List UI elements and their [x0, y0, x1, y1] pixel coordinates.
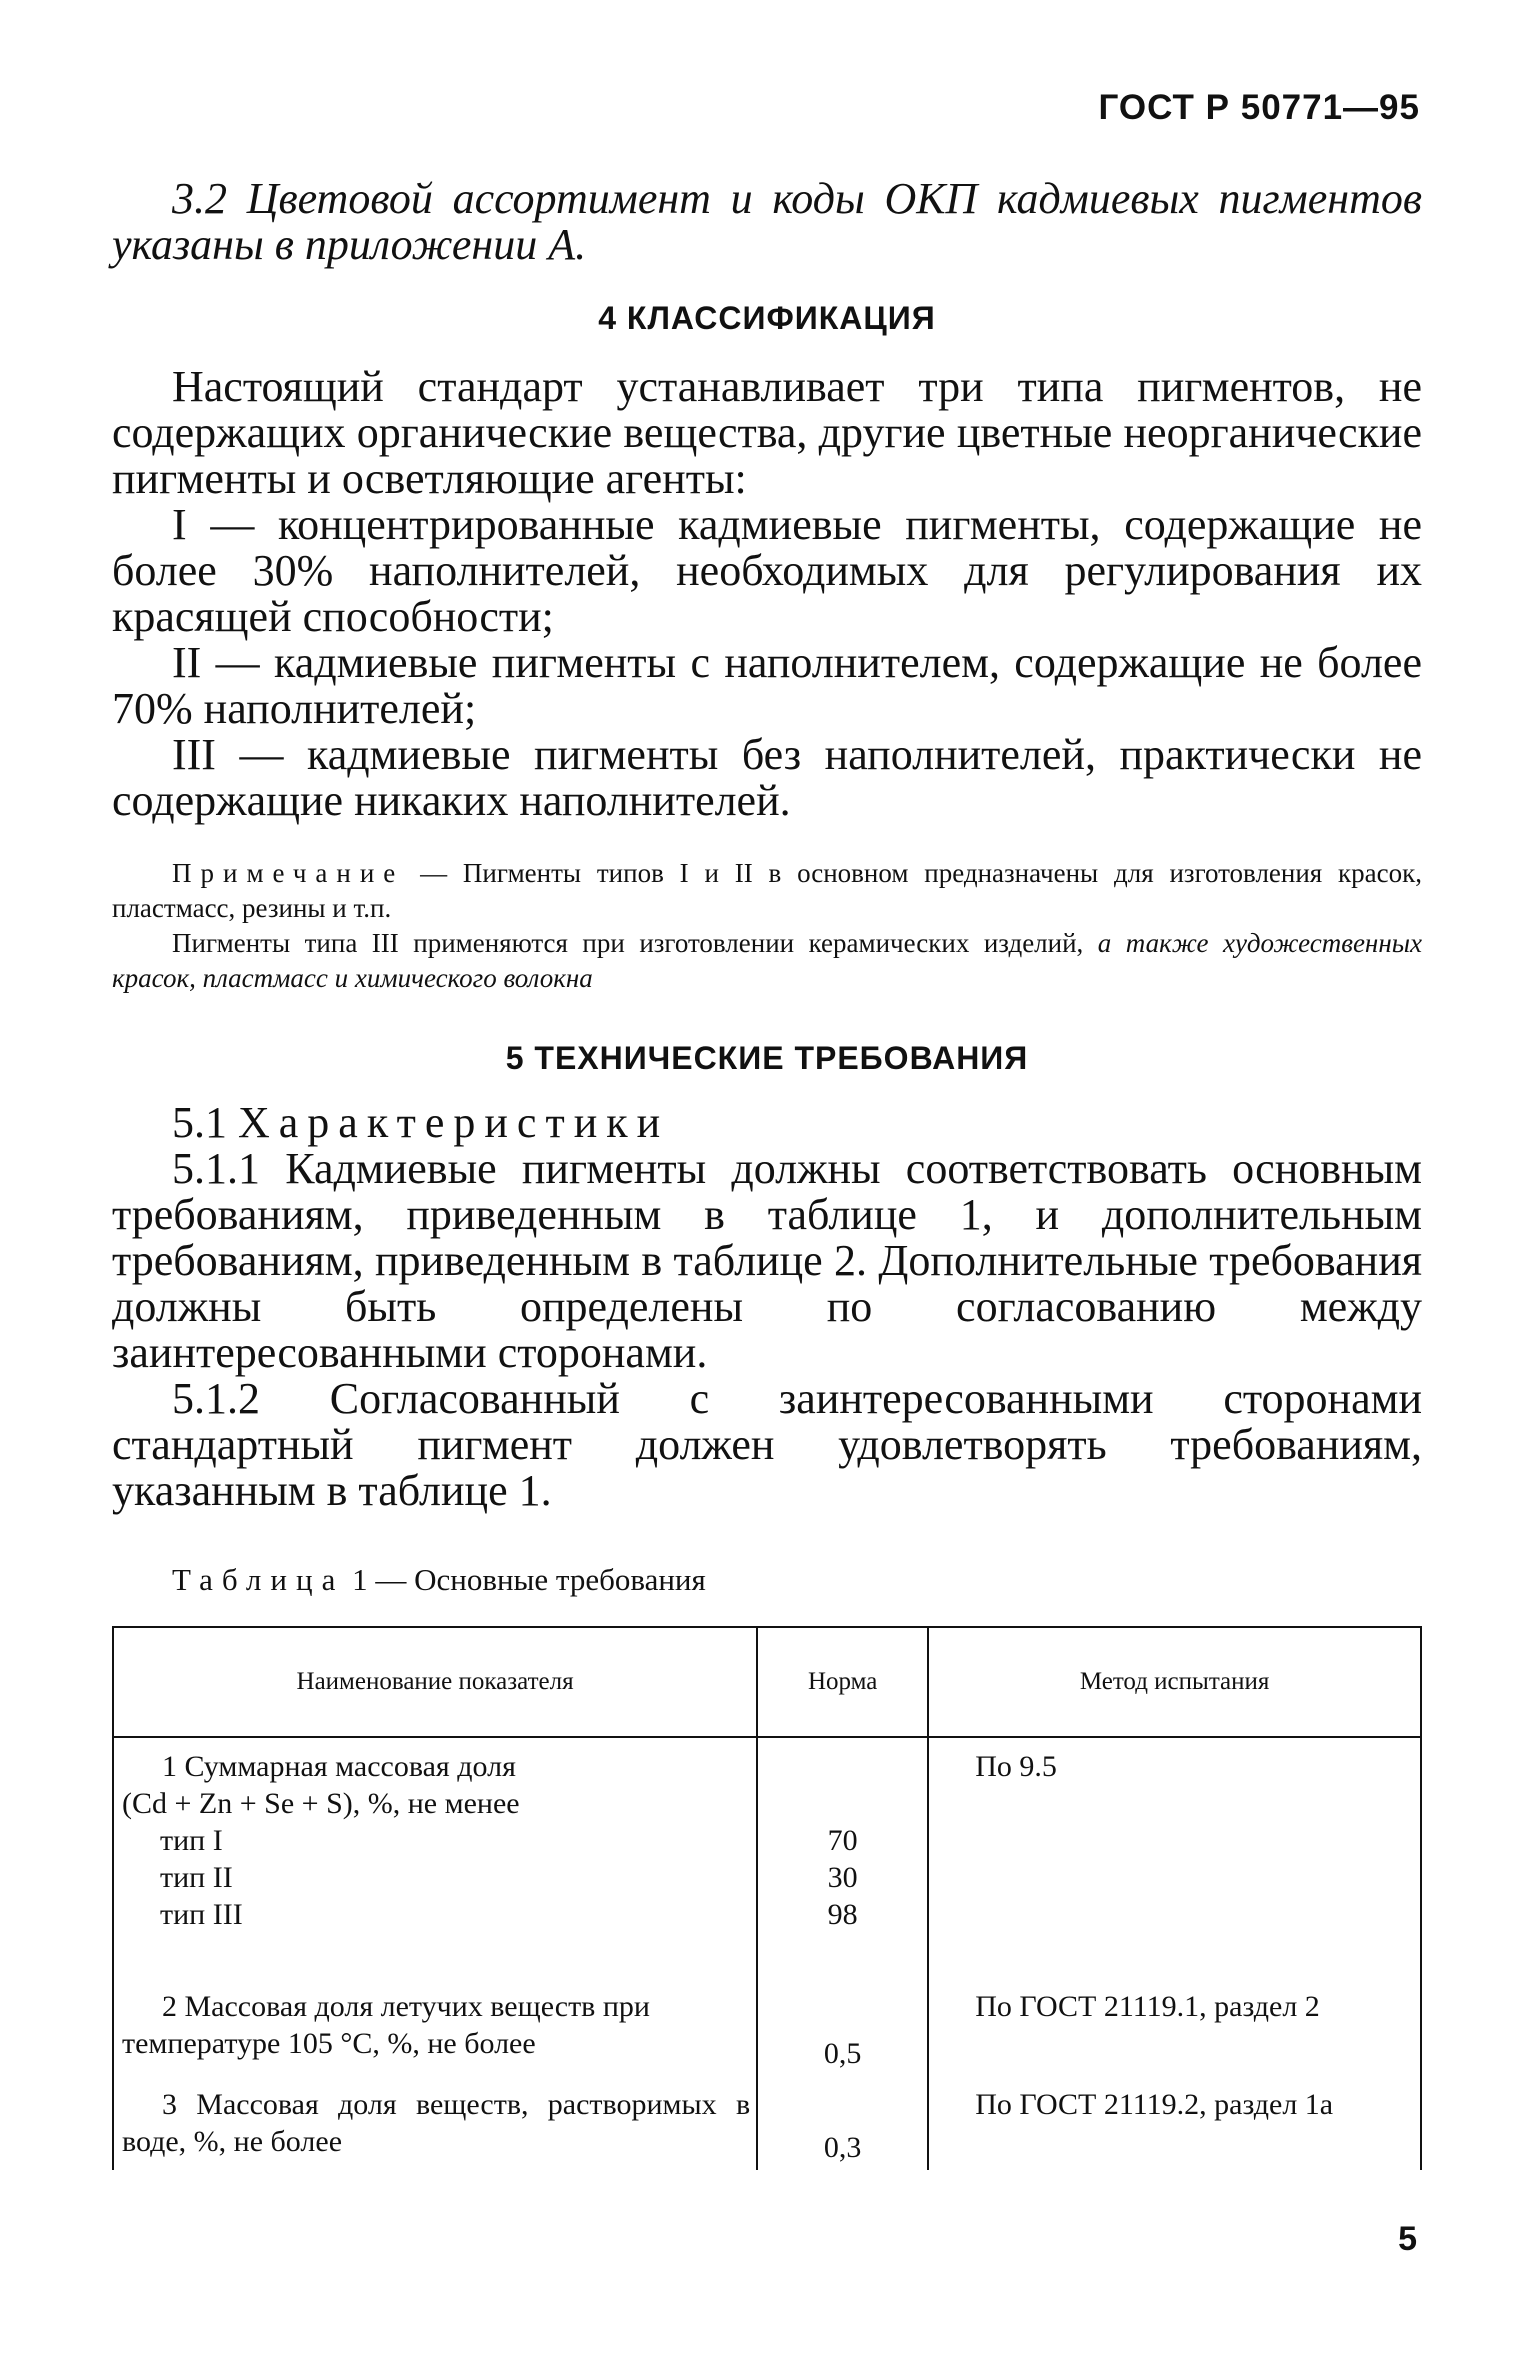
note-text-2-italic: а также художественных красок, пластмасс и химического волокна [112, 928, 1422, 993]
row-1-name-line-1: 1 Суммарная массовая доля [162, 1750, 516, 1783]
section-3-2-text: 3.2 Цветовой ассортимент и коды ОКП кадмиевых пигментов указаны в приложении А. [112, 174, 1422, 269]
subsection-5-1-title [112, 1100, 1422, 1146]
row-1-name-line-2: (Cd + Zn + Se + S), %, не менее [122, 1787, 520, 1820]
section-5-body [112, 1100, 1422, 1514]
row-1-method: По 9.5 [928, 1737, 1421, 1978]
table-row [113, 1978, 1421, 2076]
table-row [113, 1737, 1421, 1978]
subsection-5-1-name: Характеристики [238, 1098, 670, 1147]
note-text-2-plain: Пигменты типа III применяются при изготовлении керамических изделий, [172, 928, 1098, 958]
header-indicator-name: Наименование показателя [113, 1627, 757, 1737]
row-1-norm-type-iii: 98 [827, 1898, 858, 1931]
subsection-5-1-number: 5.1 [172, 1098, 238, 1147]
section-4-body [112, 364, 1422, 824]
row-1-norm [757, 1737, 928, 1978]
note-paragraph-1 [112, 856, 1422, 926]
clause-5-1-2: 5.1.2 Согласованный с заинтересованными сторонами стандартный пигмент должен удовлетворять требованиям, указанным в таблице 1. [112, 1374, 1422, 1515]
row-2-name: 2 Массовая доля летучих веществ при температуре 105 °С, %, не более [113, 1978, 757, 2076]
table-caption-title: 1 — Основные требования [344, 1562, 706, 1597]
row-3-method: По ГОСТ 21119.2, раздел 1а [928, 2076, 1421, 2170]
row-1-norm-type-ii: 30 [827, 1861, 858, 1894]
page-number: 5 [1398, 2220, 1417, 2258]
requirements-table [112, 1626, 1422, 2170]
row-1-norm-type-i: 70 [827, 1824, 858, 1857]
type-iii-item: III — кадмиевые пигменты без наполнителей, практически не содержащие никаких наполнителей. [112, 730, 1422, 825]
header-test-method: Метод испытания [928, 1627, 1421, 1737]
row-3-norm: 0,3 [757, 2076, 928, 2170]
classification-note [112, 856, 1422, 996]
table-caption-label: Таблица [172, 1562, 345, 1597]
note-label: Примечание [172, 858, 405, 888]
type-i-item: I — концентрированные кадмиевые пигменты, содержащие не более 30% наполнителей, необходимых для регулирования их красящей способности; [112, 500, 1422, 641]
row-3-name: 3 Массовая доля веществ, растворимых в воде, %, не более [113, 2076, 757, 2170]
row-1-name [113, 1737, 757, 1978]
note-text: — Пигменты типов I и II в основном предназначены для изготовления красок, пластмасс, резины и т.п. [112, 858, 1422, 923]
type-ii-item: II — кадмиевые пигменты с наполнителем, содержащие не более 70% наполнителей; [112, 638, 1422, 733]
row-1-type-iii: тип III [160, 1898, 243, 1931]
row-2-norm: 0,5 [757, 1978, 928, 2076]
classification-intro: Настоящий стандарт устанавливает три типа пигментов, не содержащих органические вещества, другие цветные неорганические пигменты и осветляющие агенты: [112, 362, 1422, 503]
section-5-heading: 5 ТЕХНИЧЕСКИЕ ТРЕБОВАНИЯ [505, 1040, 1029, 1076]
row-1-type-i: тип I [160, 1824, 223, 1857]
section-3-2 [112, 176, 1422, 268]
standard-header: ГОСТ Р 50771—95 [1098, 88, 1420, 127]
row-1-type-ii: тип II [160, 1861, 233, 1894]
header-norm: Норма [757, 1627, 928, 1737]
note-paragraph-2 [112, 926, 1422, 996]
table-header-row [113, 1627, 1421, 1737]
table-caption [112, 1562, 1482, 1598]
table-row [113, 2076, 1421, 2170]
section-4-heading: 4 КЛАССИФИКАЦИЯ [598, 300, 936, 336]
clause-5-1-1: 5.1.1 Кадмиевые пигменты должны соответствовать основным требованиям, приведенным в таблице 1, и дополнительным требованиям, приведенным в таблице 2. Дополнительные требования должны быть определены по согласованию между заинтересованными сторонами. [112, 1144, 1422, 1377]
row-2-method: По ГОСТ 21119.1, раздел 2 [928, 1978, 1421, 2076]
